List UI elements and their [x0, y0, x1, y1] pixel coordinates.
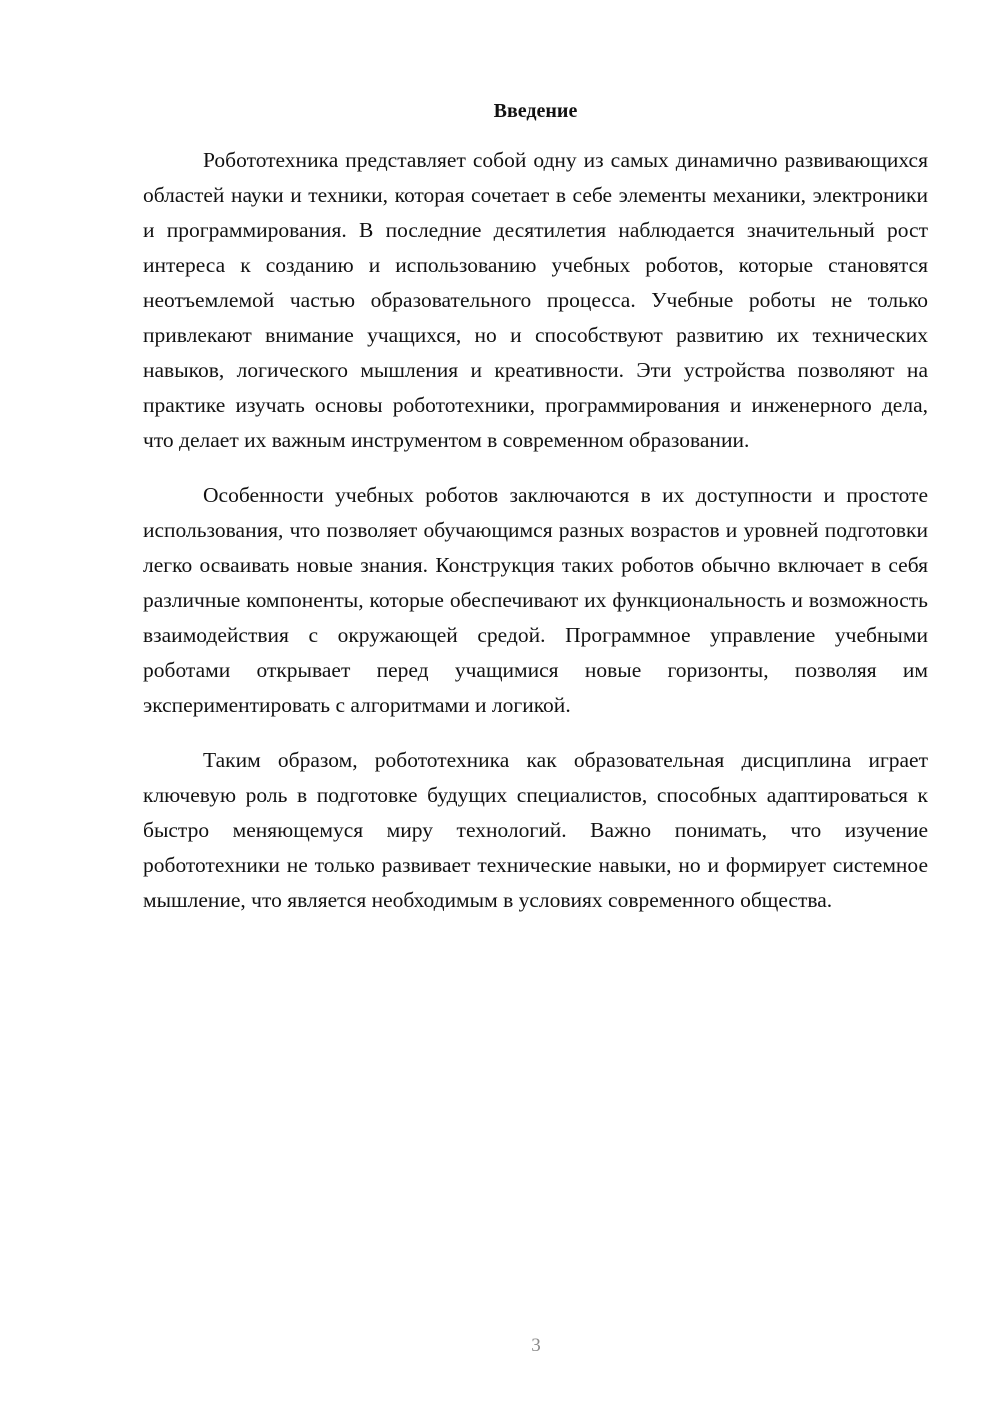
page-title: Введение: [493, 100, 578, 122]
body-text: [143, 143, 928, 918]
paragraph-3: Таким образом, робототехника как образовательная дисциплина играет ключевую роль в подготовке будущих специалистов, способных адаптироваться к быстро меняющемуся миру технологий. Важно понимать, что изучение робототехники не только развивает технические навыки, но и формирует системное мышление, что является необходимым в условиях современного общества.: [143, 748, 928, 912]
page-number: 3: [531, 1335, 541, 1356]
paragraph-2: Особенности учебных роботов заключаются в их доступности и простоте использования, что позволяет обучающимся разных возрастов и уровней подготовки легко осваивать новые знания. Конструкция таких роботов обычно включает в себя различные компоненты, которые обеспечивают их функциональность и возможность взаимодействия с окружающей средой. Программное управление учебными роботами открывает перед учащимися новые горизонты, позволяя им экспериментировать с алгоритмами и логикой.: [143, 483, 928, 717]
paragraph-1: Робототехника представляет собой одну из самых динамично развивающихся областей науки и техники, которая сочетает в себе элементы механики, электроники и программирования. В последние десятилетия наблюдается значительный рост интереса к созданию и использованию учебных роботов, которые становятся неотъемлемой частью образовательного процесса. Учебные роботы не только привлекают внимание учащихся, но и способствуют развитию их технических навыков, логического мышления и креативности. Эти устройства позволяют на практике изучать основы робототехники, программирования и инженерного дела, что делает их важным инструментом в современном образовании.: [143, 148, 928, 452]
